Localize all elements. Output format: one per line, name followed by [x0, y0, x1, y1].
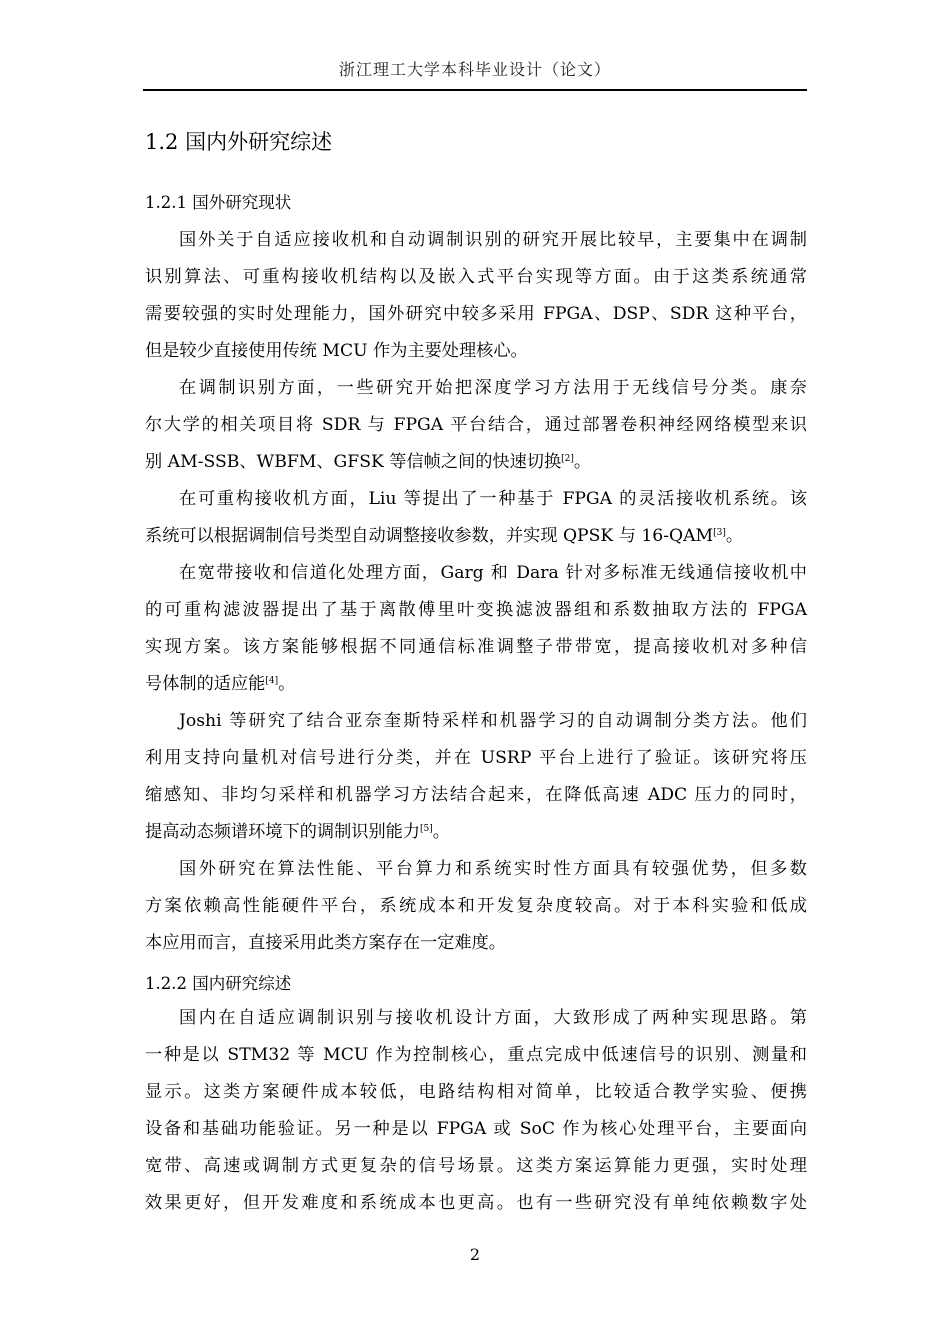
text-line: 提高动态频谱环境下的调制识别能力[5]。	[145, 822, 450, 842]
paragraph	[145, 555, 807, 703]
text-line: 实现方案。该方案能够根据不同通信标准调整子带带宽，提高接收机对多种信	[145, 637, 807, 657]
text-line: 别 AM-SSB、WBFM、GFSK 等信帧之间的快速切换[2]。	[145, 452, 592, 472]
citation-ref: [3]	[713, 528, 726, 538]
paragraph	[145, 370, 807, 481]
text-line: 但是较少直接使用传统 MCU 作为主要处理核心。	[145, 341, 528, 361]
subsection-heading-2: 1.2.2 国内研究综述	[145, 974, 292, 993]
text-line: 本应用而言，直接采用此类方案存在一定难度。	[145, 933, 506, 953]
text-line: 国外关于自适应接收机和自动调制识别的研究开展比较早，主要集中在调制	[179, 230, 807, 250]
text-line: Joshi 等研究了结合亚奈奎斯特采样和机器学习的自动调制分类方法。他们	[179, 711, 807, 731]
text-line: 利用支持向量机对信号进行分类，并在 USRP 平台上进行了验证。该研究将压	[145, 748, 807, 768]
citation-ref: [5]	[420, 824, 433, 834]
text-line: 号体制的适应能[4]。	[145, 674, 296, 694]
paragraph	[145, 703, 807, 851]
text-line: 国外研究在算法性能、平台算力和系统实时性方面具有较强优势，但多数	[179, 859, 807, 879]
text-line: 方案依赖高性能硬件平台，系统成本和开发复杂度较高。对于本科实验和低成	[145, 896, 807, 916]
page-header: 浙江理工大学本科毕业设计（论文）	[143, 60, 807, 91]
text-line: 一种是以 STM32 等 MCU 作为控制核心，重点完成中低速信号的识别、测量和	[145, 1045, 807, 1065]
text-line: 宽带、高速或调制方式更复杂的信号场景。这类方案运算能力更强，实时处理	[145, 1156, 807, 1176]
text-line: 在可重构接收机方面，Liu 等提出了一种基于 FPGA 的灵活接收机系统。该	[179, 489, 807, 509]
section-heading: 1.2 国内外研究综述	[145, 130, 333, 154]
text-line: 在宽带接收和信道化处理方面，Garg 和 Dara 针对多标准无线通信接收机中	[179, 563, 807, 583]
paragraph	[145, 851, 807, 962]
text-line: 尔大学的相关项目将 SDR 与 FPGA 平台结合，通过部署卷积神经网络模型来识	[145, 415, 807, 435]
text-line: 在调制识别方面，一些研究开始把深度学习方法用于无线信号分类。康奈	[179, 378, 807, 398]
citation-ref: [4]	[265, 676, 279, 686]
text-line: 缩感知、非均匀采样和机器学习方法结合起来，在降低高速 ADC 压力的同时，	[145, 785, 807, 805]
text-line: 系统可以根据调制信号类型自动调整接收参数，并实现 QPSK 与 16-QAM[3]。	[145, 526, 744, 546]
subsection-heading-1: 1.2.1 国外研究现状	[145, 193, 292, 212]
paragraph	[145, 481, 807, 555]
text-line: 需要较强的实时处理能力，国外研究中较多采用 FPGA、DSP、SDR 这种平台，	[145, 304, 807, 324]
text-line: 设备和基础功能验证。另一种是以 FPGA 或 SoC 作为核心处理平台，主要面向	[145, 1119, 807, 1139]
paragraph	[145, 1000, 807, 1222]
text-line: 识别算法、可重构接收机结构以及嵌入式平台实现等方面。由于这类系统通常	[145, 267, 807, 287]
text-line: 的可重构滤波器提出了基于离散傅里叶变换滤波器组和系数抽取方法的 FPGA	[145, 600, 807, 620]
text-line: 国内在自适应调制识别与接收机设计方面，大致形成了两种实现思路。第	[179, 1008, 807, 1028]
text-line: 显示。这类方案硬件成本较低，电路结构相对简单，比较适合教学实验、便携	[145, 1082, 807, 1102]
page-number: 2	[469, 1245, 481, 1264]
citation-ref: [2]	[561, 454, 574, 464]
text-line: 效果更好，但开发难度和系统成本也更高。也有一些研究没有单纯依赖数字处	[145, 1193, 807, 1213]
paragraph	[145, 222, 807, 370]
